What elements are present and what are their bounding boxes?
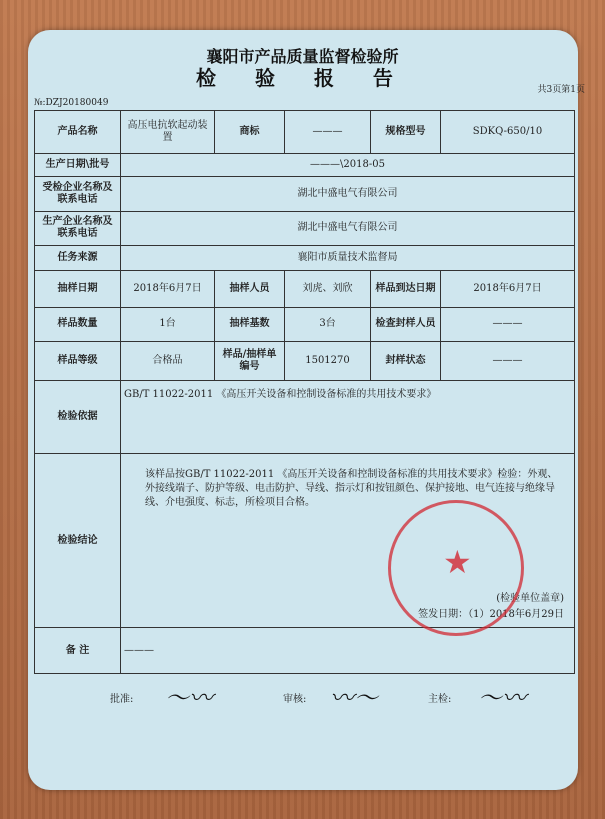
label-sample-base: 抽样基数 — [215, 307, 285, 341]
value-sampling-date: 2018年6月7日 — [121, 271, 215, 308]
value-check-person: ——— — [441, 307, 575, 341]
value-manufacturer: 湖北中盛电气有限公司 — [121, 211, 575, 245]
label-check-person: 检查封样人员 — [371, 307, 441, 341]
approver-signature: 〜〰 — [165, 684, 213, 712]
label-basis: 检验依据 — [35, 381, 121, 454]
value-date-batch: ———\2018-05 — [121, 154, 575, 177]
label-conclusion: 检验结论 — [35, 454, 121, 628]
official-seal — [388, 500, 524, 636]
review-label: 审核: — [283, 694, 307, 705]
report-title: 检 验 报 告 — [196, 66, 409, 90]
value-remark: ——— — [121, 628, 575, 674]
reviewer-signature: 〰〜 — [330, 684, 378, 712]
label-sample-no: 样品/抽样单编号 — [215, 342, 285, 381]
star-icon: ★ — [443, 543, 472, 581]
inspector-signature: 〜〰 — [478, 684, 526, 712]
label-arrival-date: 样品到达日期 — [371, 271, 441, 308]
signature-row — [0, 678, 605, 718]
label-date-batch: 生产日期\批号 — [35, 154, 121, 177]
label-remark: 备 注 — [35, 628, 121, 674]
label-grade: 样品等级 — [35, 342, 121, 381]
value-sample-no: 1501270 — [285, 342, 371, 381]
page-info: 共3页第1页 — [537, 85, 585, 95]
label-model: 规格型号 — [371, 111, 441, 154]
value-sample-qty: 1台 — [121, 307, 215, 341]
label-task-source: 任务来源 — [35, 246, 121, 271]
value-product-name: 高压电抗软起动装置 — [121, 111, 215, 154]
value-grade: 合格品 — [121, 342, 215, 381]
value-task-source: 襄阳市质量技术监督局 — [121, 246, 575, 271]
value-sampler: 刘虎、刘欣 — [285, 271, 371, 308]
value-model: SDKQ-650/10 — [441, 111, 575, 154]
inspect-label: 主检: — [428, 694, 452, 705]
value-sample-base: 3台 — [285, 307, 371, 341]
approve-label: 批准: — [110, 694, 134, 705]
label-product-name: 产品名称 — [35, 111, 121, 154]
label-sample-qty: 样品数量 — [35, 307, 121, 341]
value-arrival-date: 2018年6月7日 — [441, 271, 575, 308]
value-brand: ——— — [285, 111, 371, 154]
label-sampling-date: 抽样日期 — [35, 271, 121, 308]
label-manufacturer: 生产企业名称及联系电话 — [35, 211, 121, 245]
label-brand: 商标 — [215, 111, 285, 154]
label-client: 受检企业名称及联系电话 — [35, 177, 121, 211]
stamp-note: (检验单位盖章) — [496, 593, 564, 605]
value-basis: GB/T 11022-2011 《高压开关设备和控制设备标准的共用技术要求》 — [121, 381, 575, 454]
institute-name: 襄阳市产品质量监督检验所 — [206, 47, 399, 66]
value-seal-state: ——— — [441, 342, 575, 381]
report-number: №:DZJ20180049 — [34, 98, 109, 108]
value-client: 湖北中盛电气有限公司 — [121, 177, 575, 211]
issue-date: 签发日期：（1）2018年6月29日 — [418, 609, 564, 621]
label-seal-state: 封样状态 — [371, 342, 441, 381]
value-conclusion: 该样品按GB/T 11022-2011 《高压开关设备和控制设备标准的共用技术要求》检验：外观、外接线端子、防护等级、电击防护、导线、指示灯和按钮颜色、保护接地、电气连接与绝缘导线、介电强度、标志，所检项目合格。 — [145, 469, 558, 509]
label-sampler: 抽样人员 — [215, 271, 285, 308]
